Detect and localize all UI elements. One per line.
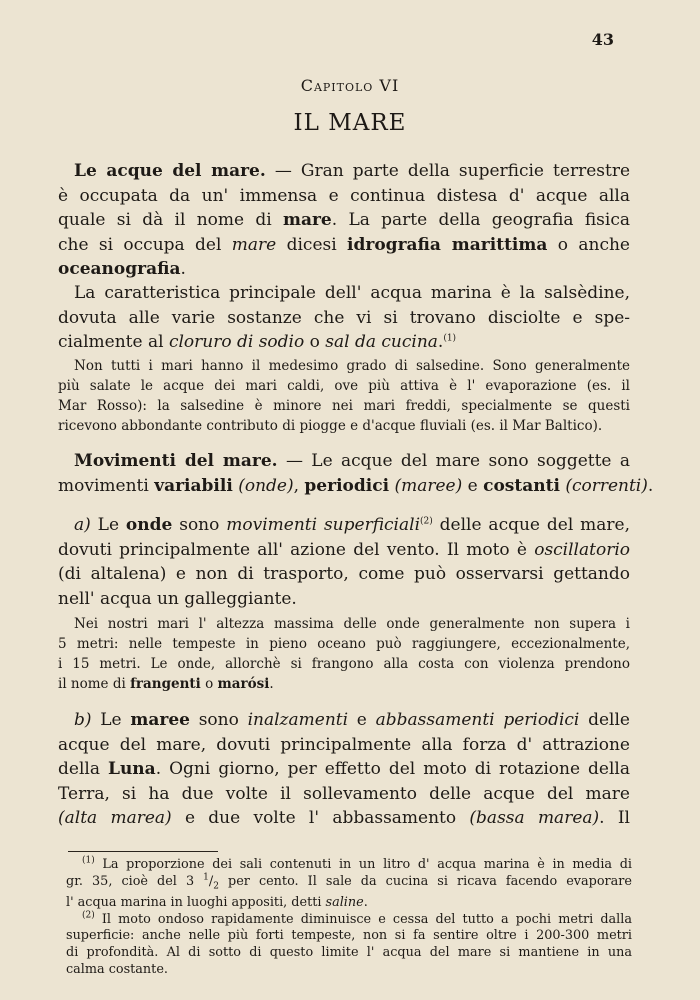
text-line: oceanografia. bbox=[58, 259, 186, 279]
text-line: (alta marea) e due volte l' abbassamento (bassa marea). Il bbox=[58, 808, 630, 828]
text-line: è occupata da un' immensa e continua distesa d' acque alla bbox=[58, 185, 630, 206]
section-heading-acque: Le acque del mare. bbox=[74, 161, 266, 181]
paragraph-movimenti bbox=[58, 449, 654, 498]
term-mare-italic: mare bbox=[231, 234, 277, 255]
text-line: calma costante. bbox=[66, 961, 168, 977]
footnote-mark-1: (1) bbox=[82, 855, 95, 866]
term-saline: saline bbox=[325, 894, 364, 910]
chapter-title: IL MARE bbox=[293, 110, 407, 136]
term-marosi: marósi bbox=[217, 676, 270, 692]
term-abbassamenti-periodici: abbassamenti periodici bbox=[375, 710, 580, 730]
term-idrografia: idrografia marittima bbox=[347, 234, 548, 255]
text-line: Mar Rosso): la salsedine è minore nei mari freddi, specialmente se questi bbox=[58, 398, 630, 414]
term-inalzamenti: inalzamenti bbox=[247, 710, 349, 730]
term-variabili: variabili bbox=[154, 475, 233, 496]
footnote-2: $^{(2)}$ Il moto ondoso rapidamente diminuisce e cessa del tutto a pochi metri dalla bbox=[82, 910, 632, 927]
term-maree: maree bbox=[130, 710, 190, 730]
footnotes bbox=[66, 857, 632, 978]
text-line: nell' acqua un galleggiante. bbox=[58, 588, 297, 609]
text-line: superficie: anche nelle più forti tempeste, non si fa sentire oltre i 200-300 metri bbox=[66, 928, 632, 944]
term-maree-italic: (maree) bbox=[394, 475, 463, 496]
text-line: della Luna. Ogni giorno, per effetto del moto di rotazione della bbox=[58, 759, 631, 779]
text-line: il nome di frangenti o marósi. bbox=[58, 676, 274, 692]
term-cloruro: cloruro di sodio bbox=[168, 332, 305, 352]
text-line: l' acqua marina in luoghi appositi, detti saline. bbox=[66, 894, 368, 910]
text-line: Le acque del mare. — Gran parte della superficie terrestre bbox=[74, 161, 631, 181]
label-a: a) bbox=[74, 515, 91, 535]
paragraph-salsedine bbox=[58, 281, 630, 355]
term-oscillatorio: oscillatorio bbox=[534, 539, 630, 560]
text-line: Terra, si ha due volte il sollevamento delle acque del mare bbox=[58, 783, 630, 804]
footnote-1: $^{(1)}$ La proporzione dei sali contenuti in un litro d' acqua marina è in media di bbox=[82, 855, 632, 872]
text-line: di profondità. Al di sotto di questo limite l' acqua del mare si mantiene in una bbox=[66, 945, 632, 961]
text-line: dovuti principalmente all' azione del vento. Il moto è oscillatorio bbox=[58, 539, 630, 560]
term-periodici: periodici bbox=[304, 475, 390, 496]
note-onde bbox=[58, 614, 630, 694]
paragraph-maree bbox=[58, 708, 630, 831]
term-movimenti-superficiali: movimenti superficiali bbox=[226, 515, 421, 535]
text-line: ricevono abbondante contributo di piogge e d'acque fluviali (es. il Mar Baltico). bbox=[58, 418, 603, 434]
text-line: 5 metri: nelle tempeste in pieno oceano può raggiungere, eccezionalmente, bbox=[58, 636, 630, 652]
footnote-separator bbox=[68, 851, 218, 852]
section-heading-movimenti: Movimenti del mare. bbox=[74, 451, 278, 471]
term-bassa-marea: (bassa marea) bbox=[469, 808, 600, 828]
label-b: b) bbox=[74, 710, 92, 730]
term-costanti: costanti bbox=[483, 475, 560, 496]
term-correnti-italic: (correnti) bbox=[565, 475, 648, 496]
term-oceanografia: oceanografia bbox=[58, 259, 181, 279]
term-sal-da-cucina: sal da cucina bbox=[325, 332, 438, 352]
text-line: movimenti variabili (onde), periodici (maree) e costanti (correnti). bbox=[58, 475, 654, 496]
text-line: che si occupa del mare dicesi idrografia marittima o anche bbox=[58, 234, 630, 255]
footnote-ref-2: (2) bbox=[420, 516, 433, 527]
text-line: (di altalena) e non di trasporto, come può osservarsi gettando bbox=[58, 564, 630, 584]
term-onde: onde bbox=[125, 515, 173, 535]
paragraph-acque-del-mare bbox=[58, 159, 630, 282]
text-line: Non tutti i mari hanno il medesimo grado di salsedine. Sono generalmente bbox=[74, 358, 630, 374]
text-line: Movimenti del mare. — Le acque del mare sono soggette a bbox=[74, 451, 630, 471]
text-line: cialmente al cloruro di sodio o sal da cucina.$^{(1)}$ bbox=[58, 332, 457, 352]
text-line: gr. 35, cioè del 3 $^1/_2$ per cento. Il sale da cucina si ricava facendo evaporare bbox=[66, 872, 632, 892]
text-line: a) Le onde sono movimenti superficiali$^{(2)}$ delle acque del mare, bbox=[74, 515, 630, 535]
text-line: b) Le maree sono inalzamenti e abbassamenti periodici delle bbox=[74, 710, 630, 730]
footnote-mark-2: (2) bbox=[82, 910, 95, 921]
note-salsedine bbox=[58, 356, 630, 436]
footnote-ref-1: (1) bbox=[443, 333, 457, 344]
text-line: quale si dà il nome di mare. La parte della geografia fisica bbox=[58, 210, 630, 230]
chapter-label: Capitolo VI bbox=[300, 76, 400, 95]
text-line: i 15 metri. Le onde, allorchè si frangono alla costa con violenza prendono bbox=[58, 656, 630, 672]
text-line: acque del mare, dovuti principalmente alla forza d' attrazione bbox=[58, 734, 630, 755]
term-alta-marea: (alta marea) bbox=[58, 808, 172, 828]
term-luna: Luna bbox=[107, 759, 156, 779]
text-line: La caratteristica principale dell' acqua marina è la salsèdine, bbox=[74, 283, 630, 303]
text-line: più salate le acque dei mari caldi, ove più attiva è l' evaporazione (es. il bbox=[58, 378, 630, 394]
text-line: dovuta alle varie sostanze che vi si trovano disciolte e spe- bbox=[58, 307, 630, 328]
term-onde-italic: (onde) bbox=[238, 475, 294, 496]
term-frangenti: frangenti bbox=[130, 676, 201, 692]
paragraph-onde bbox=[58, 513, 630, 611]
term-mare: mare bbox=[282, 210, 332, 230]
text-line: Nei nostri mari l' altezza massima delle onde generalmente non supera i bbox=[74, 616, 630, 632]
page-number: 43 bbox=[591, 30, 614, 49]
